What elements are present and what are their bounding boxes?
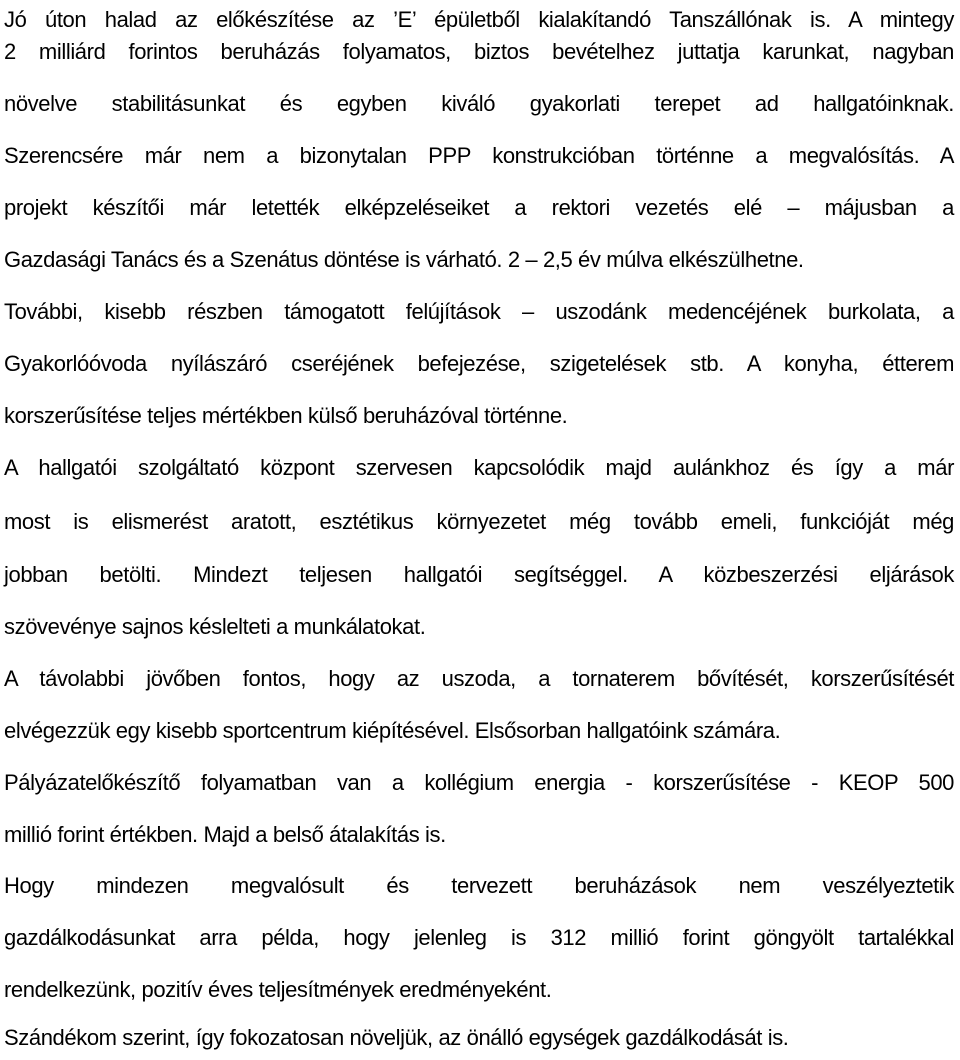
text-line: projekt készítői már letették elképzeléseiket a rektori vezetés elé – májusban a bbox=[4, 195, 954, 220]
text-line: most is elismerést aratott, esztétikus környezetet még tovább emeli, funkcióját még bbox=[4, 509, 954, 534]
text-line: Szerencsére már nem a bizonytalan PPP konstrukcióban történne a megvalósítás. A bbox=[4, 143, 954, 168]
text-line: jobban betölti. Mindezt teljesen hallgatói segítséggel. A közbeszerzési eljárások bbox=[4, 562, 954, 587]
text-line: rendelkezünk, pozitív éves teljesítmények eredményeként. bbox=[4, 977, 552, 1002]
text-line: Szándékom szerint, így fokozatosan növeljük, az önálló egységek gazdálkodását is. bbox=[4, 1025, 789, 1050]
text-line: Gazdasági Tanács és a Szenátus döntése is várható. 2 – 2,5 év múlva elkészülhetne. bbox=[4, 247, 804, 272]
text-line: Pályázatelőkészítő folyamatban van a kollégium energia - korszerűsítése - KEOP 500 bbox=[4, 770, 954, 795]
text-line: 2 milliárd forintos beruházás folyamatos, biztos bevételhez juttatja karunkat, nagyban bbox=[4, 39, 954, 64]
text-line: A távolabbi jövőben fontos, hogy az uszoda, a tornaterem bővítését, korszerűsítését bbox=[4, 666, 954, 691]
text-line: Gyakorlóóvoda nyílászáró cseréjének befejezése, szigetelések stb. A konyha, étterem bbox=[4, 351, 954, 376]
text-line: gazdálkodásunkat arra példa, hogy jelenleg is 312 millió forint göngyölt tartalékkal bbox=[4, 925, 954, 950]
text-line: szövevénye sajnos késlelteti a munkálatokat. bbox=[4, 614, 426, 639]
text-line: Hogy mindezen megvalósult és tervezett beruházások nem veszélyeztetik bbox=[4, 873, 954, 898]
text-line: elvégezzük egy kisebb sportcentrum kiépítésével. Elsősorban hallgatóink számára. bbox=[4, 718, 781, 743]
text-line: korszerűsítése teljes mértékben külső beruházóval történne. bbox=[4, 403, 568, 428]
text-line: millió forint értékben. Majd a belső átalakítás is. bbox=[4, 822, 446, 847]
text-line: Jó úton halad az előkészítése az ’E’ épületből kialakítandó Tanszállónak is. A mintegy bbox=[4, 7, 954, 32]
text-line: A hallgatói szolgáltató központ szervesen kapcsolódik majd aulánkhoz és így a már bbox=[4, 455, 954, 480]
text-line: növelve stabilitásunkat és egyben kiváló gyakorlati terepet ad hallgatóinknak. bbox=[4, 91, 954, 116]
text-line: További, kisebb részben támogatott felújítások – uszodánk medencéjének burkolata, a bbox=[4, 299, 954, 324]
